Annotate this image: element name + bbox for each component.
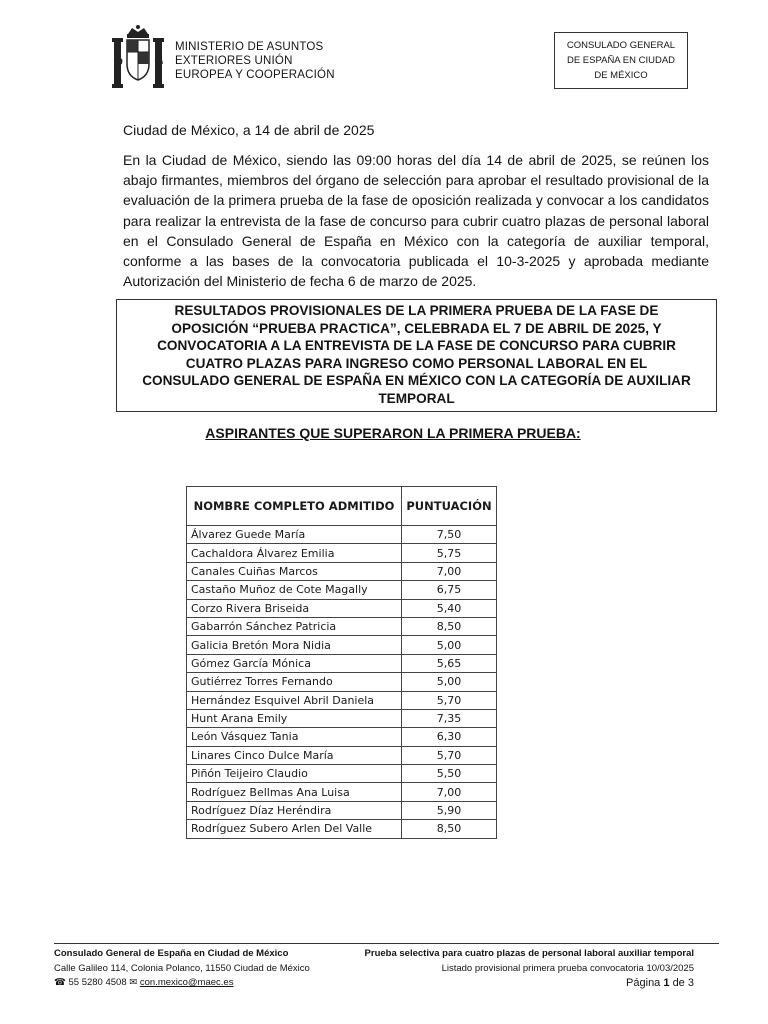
- table-row: [187, 691, 497, 709]
- document-date: Ciudad de México, a 14 de abril de 2025: [123, 122, 375, 138]
- candidate-name: Rodríguez Subero Arlen Del Valle: [187, 820, 402, 838]
- candidate-name: Linares Cinco Dulce María: [187, 746, 402, 764]
- candidate-score: 7,00: [402, 783, 497, 801]
- title-line-4: CUATRO PLAZAS PARA INGRESO COMO PERSONAL LABORAL EN EL: [185, 355, 648, 371]
- column-header-score: PUNTUACIÓN: [402, 487, 497, 526]
- candidate-score: 7,35: [402, 709, 497, 727]
- table-row: [187, 544, 497, 562]
- candidate-score: 7,50: [402, 526, 497, 544]
- ministry-line-2: EXTERIORES UNIÓN: [175, 55, 293, 67]
- candidate-score: 5,70: [402, 746, 497, 764]
- page-current: 1: [663, 977, 670, 989]
- candidate-name: Corzo Rivera Briseida: [187, 599, 402, 617]
- candidate-score: 6,75: [402, 581, 497, 599]
- candidate-score: 5,90: [402, 801, 497, 819]
- candidate-name: Castaño Muñoz de Cote Magally: [187, 581, 402, 599]
- ministry-name: [175, 40, 335, 82]
- candidate-score: 5,00: [402, 636, 497, 654]
- column-header-name: NOMBRE COMPLETO ADMITIDO: [187, 487, 402, 526]
- candidate-name: Gómez García Mónica: [187, 654, 402, 672]
- section-subtitle: ASPIRANTES QUE SUPERARON LA PRIMERA PRUEBA:: [205, 425, 581, 441]
- candidate-score: 5,65: [402, 654, 497, 672]
- table-row: [187, 801, 497, 819]
- title-line-2: OPOSICIÓN “PRUEBA PRACTICA”, CELEBRADA EL 7 DE ABRIL DE 2025, Y: [171, 320, 662, 336]
- page-number: [354, 976, 694, 991]
- table-row: [187, 636, 497, 654]
- candidate-score: 5,70: [402, 691, 497, 709]
- candidate-score: 7,00: [402, 562, 497, 580]
- title-line-6: TEMPORAL: [378, 390, 455, 406]
- consulate-line-1: CONSULADO GENERAL: [566, 40, 676, 51]
- consulate-line-3: DE MÉXICO: [594, 70, 648, 81]
- candidate-score: 5,00: [402, 673, 497, 691]
- candidate-name: Hernández Esquivel Abril Daniela: [187, 691, 402, 709]
- footer-contact-line: [54, 976, 310, 991]
- candidate-name: Piñón Teijeiro Claudio: [187, 765, 402, 783]
- coat-of-arms-icon: [110, 24, 166, 96]
- title-line-5: CONSULADO GENERAL DE ESPAÑA EN MÉXICO CON LA CATEGORÍA DE AUXILIAR: [142, 373, 691, 389]
- title-line-1: RESULTADOS PROVISIONALES DE LA PRIMERA PRUEBA DE LA FASE DE: [174, 303, 659, 318]
- footer-listing-subtitle: Listado provisional primera prueba convocatoria 10/03/2025: [441, 962, 694, 974]
- footer-email-link[interactable]: con.mexico@maec.es: [139, 977, 234, 988]
- footer-process-title: Prueba selectiva para cuatro plazas de personal laboral auxiliar temporal: [364, 948, 694, 959]
- table-row: [187, 562, 497, 580]
- title-line-3: CONVOCATORIA A LA ENTREVISTA DE LA FASE DE CONCURSO PARA CUBRIR: [157, 338, 676, 354]
- candidate-score: 5,75: [402, 544, 497, 562]
- ministry-line-1: MINISTERIO DE ASUNTOS: [175, 41, 324, 53]
- table-row: [187, 820, 497, 838]
- footer-phone: 55 5280 4508: [68, 977, 127, 988]
- table-row: [187, 783, 497, 801]
- table-header-row: [187, 487, 497, 526]
- candidate-score: 5,50: [402, 765, 497, 783]
- consulate-box: [554, 32, 688, 89]
- body-paragraph: En la Ciudad de México, siendo las 09:00 horas del día 14 de abril de 2025, se reúnen los abajo firmantes, miembros del órgano de selección para aprobar el resultado provisional de la evaluación de la primera prueba de la fase de oposición realizada y convocar a los candidatos para realizar la entrevista de la fase de concurso para cubrir cuatro plazas de personal laboral en el Consulado General de España en México con la categoría de auxiliar temporal, conforme a las bases de la convocatoria publicada el 10-3-2025 y aprobada mediante Autorización del Ministerio de fecha 6 de marzo de 2025.: [123, 152, 709, 290]
- table-row: [187, 765, 497, 783]
- table-row: [187, 526, 497, 544]
- candidate-name: Rodríguez Bellmas Ana Luisa: [187, 783, 402, 801]
- footer-address: Calle Galileo 114, Colonia Polanco, 11550 Ciudad de México: [54, 962, 310, 974]
- candidate-score: 5,40: [402, 599, 497, 617]
- phone-icon: ☎: [54, 977, 66, 988]
- candidate-name: Gabarrón Sánchez Patricia: [187, 617, 402, 635]
- table-row: [187, 617, 497, 635]
- results-table: [186, 486, 497, 839]
- footer-divider: [54, 943, 719, 944]
- page-of: de: [672, 977, 685, 989]
- candidate-name: Cachaldora Álvarez Emilia: [187, 544, 402, 562]
- table-row: [187, 709, 497, 727]
- table-row: [187, 581, 497, 599]
- candidate-score: 6,30: [402, 728, 497, 746]
- candidate-name: Hunt Arana Emily: [187, 709, 402, 727]
- candidate-name: León Vásquez Tania: [187, 728, 402, 746]
- footer-consulate-name: Consulado General de España en Ciudad de México: [54, 948, 289, 959]
- candidate-name: Álvarez Guede María: [187, 526, 402, 544]
- table-row: [187, 654, 497, 672]
- results-title-box: [116, 299, 717, 412]
- footer-contact: [54, 947, 310, 991]
- candidate-name: Gutiérrez Torres Fernando: [187, 673, 402, 691]
- page-total: 3: [687, 977, 694, 989]
- table-row: [187, 728, 497, 746]
- candidate-name: Rodríguez Díaz Heréndira: [187, 801, 402, 819]
- footer-document-info: [354, 947, 694, 991]
- ministry-line-3: EUROPEA Y COOPERACIÓN: [175, 69, 335, 81]
- table-row: [187, 746, 497, 764]
- candidate-score: 8,50: [402, 820, 497, 838]
- candidate-score: 8,50: [402, 617, 497, 635]
- candidate-name: Canales Cuiñas Marcos: [187, 562, 402, 580]
- table-row: [187, 673, 497, 691]
- candidate-name: Galicia Bretón Mora Nidia: [187, 636, 402, 654]
- envelope-icon: ✉: [129, 977, 138, 988]
- page-prefix: Página: [626, 977, 661, 989]
- table-row: [187, 599, 497, 617]
- consulate-line-2: DE ESPAÑA EN CIUDAD: [566, 55, 676, 66]
